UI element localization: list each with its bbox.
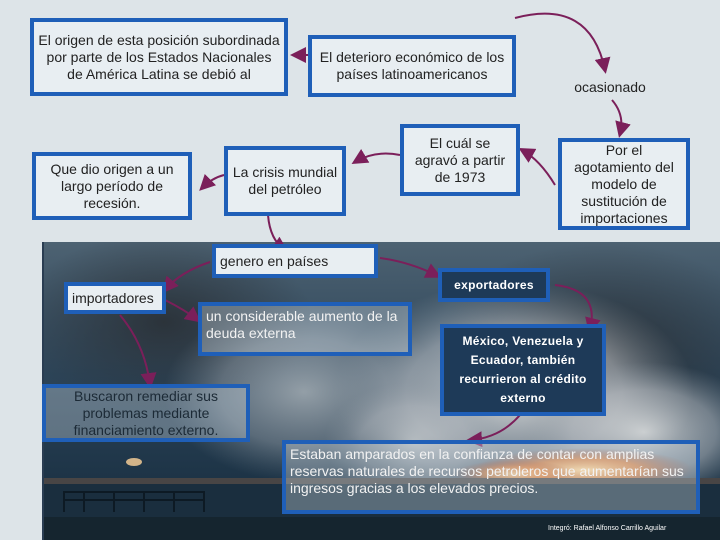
node-agotamiento xyxy=(558,138,690,230)
node-amparados xyxy=(282,440,700,514)
arrow-genero-to-importadores xyxy=(165,262,210,290)
arrow-genero-to-exportadores xyxy=(380,258,438,276)
node-crisis-text: La crisis mundial del petróleo xyxy=(232,164,338,197)
node-agravo-text: El cuál se agravó a partir de 1973 xyxy=(414,134,506,185)
node-mexico xyxy=(440,324,606,416)
node-exportadores-text: exportadores xyxy=(454,277,534,292)
node-importadores-text: importadores xyxy=(72,289,154,306)
node-recesion-text: Que dio origen a un largo período de recesión. xyxy=(50,160,174,211)
node-origen-text: El origen de esta posición subordinada por parte de los Estados Nacionales de América Latina se debió al xyxy=(38,31,280,82)
node-origen xyxy=(30,18,288,96)
node-mexico-text: México, Venezuela y Ecuador, también recurrieron al crédito externo xyxy=(459,334,587,405)
node-genero-text: genero en países xyxy=(220,252,329,269)
node-crisis xyxy=(224,146,346,216)
arrow-importadores-to-buscaron xyxy=(120,315,150,385)
node-ocasionado xyxy=(555,76,665,98)
node-deterioro xyxy=(308,35,516,97)
node-exportadores xyxy=(438,268,550,302)
node-importadores xyxy=(64,282,166,314)
arrow-importadores-to-deuda xyxy=(165,300,198,320)
arrow-agotamiento-to-agravo xyxy=(522,150,555,185)
credit-text: Integró: Rafael Alfonso Carrillo Aguilar xyxy=(548,525,667,532)
arrow-crisis-to-recesion xyxy=(202,175,224,188)
node-genero xyxy=(212,244,378,278)
arrow-agravo-to-crisis xyxy=(355,154,400,162)
node-buscaron-text: Buscaron remediar sus problemas mediante financiamiento externo. xyxy=(73,387,219,438)
node-deuda-text: un considerable aumento de la deuda externa xyxy=(206,308,398,341)
node-buscaron xyxy=(42,384,250,442)
node-agravo xyxy=(400,124,520,196)
node-deuda xyxy=(198,302,412,356)
node-deterioro-text: El deterioro económico de los países latinoamericanos xyxy=(319,49,505,82)
arrow-mexico-to-amparados xyxy=(470,415,520,440)
arrow-deterioro-to-ocasionado xyxy=(515,14,605,70)
node-agotamiento-text: Por el agotamiento del modelo de sustitución de importaciones xyxy=(574,141,674,226)
node-ocasionado-text: ocasionado xyxy=(574,78,646,95)
arrow-ocasionado-to-agotamiento xyxy=(612,100,621,134)
node-recesion xyxy=(32,152,192,220)
node-amparados-text: Estaban amparados en la confianza de contar con amplias reservas naturales de recursos petroleros que aumentarían sus ingresos gracias a los elevados precios. xyxy=(290,446,684,496)
